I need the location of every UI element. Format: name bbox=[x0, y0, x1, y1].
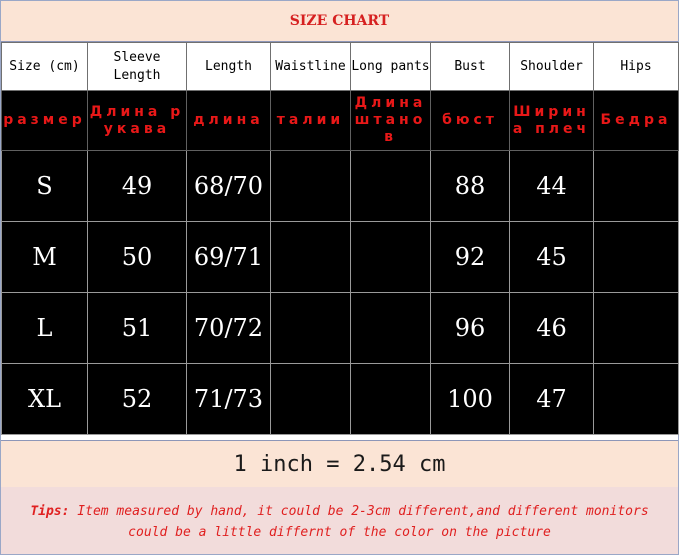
col-header-size: Size (cm) bbox=[2, 43, 88, 91]
cell-shoulder: 46 bbox=[510, 293, 594, 364]
cell-pants bbox=[351, 293, 431, 364]
col-header-shoulder: Shoulder bbox=[510, 43, 594, 91]
cell-length: 71/73 bbox=[187, 364, 271, 435]
ru-header-waistline: талии bbox=[271, 91, 351, 151]
ru-header-length: длина bbox=[187, 91, 271, 151]
cell-sleeve: 52 bbox=[88, 364, 187, 435]
cell-shoulder: 47 bbox=[510, 364, 594, 435]
ru-header-sleeve: Длина рукава bbox=[88, 91, 187, 151]
cell-bust: 92 bbox=[431, 222, 510, 293]
cell-pants bbox=[351, 364, 431, 435]
size-table bbox=[1, 42, 679, 435]
col-header-bust: Bust bbox=[431, 43, 510, 91]
cell-hips bbox=[594, 222, 679, 293]
ru-header-size: размер bbox=[2, 91, 88, 151]
cell-shoulder: 44 bbox=[510, 151, 594, 222]
table-row bbox=[2, 364, 679, 435]
col-header-length: Length bbox=[187, 43, 271, 91]
cell-size: L bbox=[2, 293, 88, 364]
cell-size: XL bbox=[2, 364, 88, 435]
cell-sleeve: 51 bbox=[88, 293, 187, 364]
chart-title: SIZE CHART bbox=[1, 1, 678, 42]
col-header-hips: Hips bbox=[594, 43, 679, 91]
cell-sleeve: 50 bbox=[88, 222, 187, 293]
cell-size: M bbox=[2, 222, 88, 293]
cell-pants bbox=[351, 222, 431, 293]
cell-shoulder: 45 bbox=[510, 222, 594, 293]
cell-hips bbox=[594, 151, 679, 222]
russian-header-row bbox=[2, 91, 679, 151]
tips-label: Tips: bbox=[30, 504, 70, 519]
cell-size: S bbox=[2, 151, 88, 222]
tips-text: Item measured by hand, it could be 2-3cm different,and different monitors could be a little differnt of the color on the picture bbox=[77, 504, 649, 540]
cell-bust: 96 bbox=[431, 293, 510, 364]
ru-header-hips: Бедра bbox=[594, 91, 679, 151]
cell-length: 68/70 bbox=[187, 151, 271, 222]
cell-waistline bbox=[271, 151, 351, 222]
header-row bbox=[2, 43, 679, 91]
cell-bust: 100 bbox=[431, 364, 510, 435]
cell-length: 69/71 bbox=[187, 222, 271, 293]
ru-header-shoulder: Ширина плеч bbox=[510, 91, 594, 151]
table-row bbox=[2, 222, 679, 293]
cell-waistline bbox=[271, 293, 351, 364]
cell-sleeve: 49 bbox=[88, 151, 187, 222]
cell-bust: 88 bbox=[431, 151, 510, 222]
cell-pants bbox=[351, 151, 431, 222]
cell-waistline bbox=[271, 364, 351, 435]
col-header-sleeve: Sleeve Length bbox=[88, 43, 187, 91]
col-header-waistline: Waistline bbox=[271, 43, 351, 91]
cell-waistline bbox=[271, 222, 351, 293]
table-row bbox=[2, 293, 679, 364]
ru-header-pants: Длина штанов bbox=[351, 91, 431, 151]
cell-length: 70/72 bbox=[187, 293, 271, 364]
cell-hips bbox=[594, 293, 679, 364]
cell-hips bbox=[594, 364, 679, 435]
col-header-pants: Long pants bbox=[351, 43, 431, 91]
ru-header-bust: бюст bbox=[431, 91, 510, 151]
tips-note bbox=[1, 487, 678, 554]
unit-conversion-note: 1 inch = 2.54 cm bbox=[1, 440, 678, 488]
table-row bbox=[2, 151, 679, 222]
